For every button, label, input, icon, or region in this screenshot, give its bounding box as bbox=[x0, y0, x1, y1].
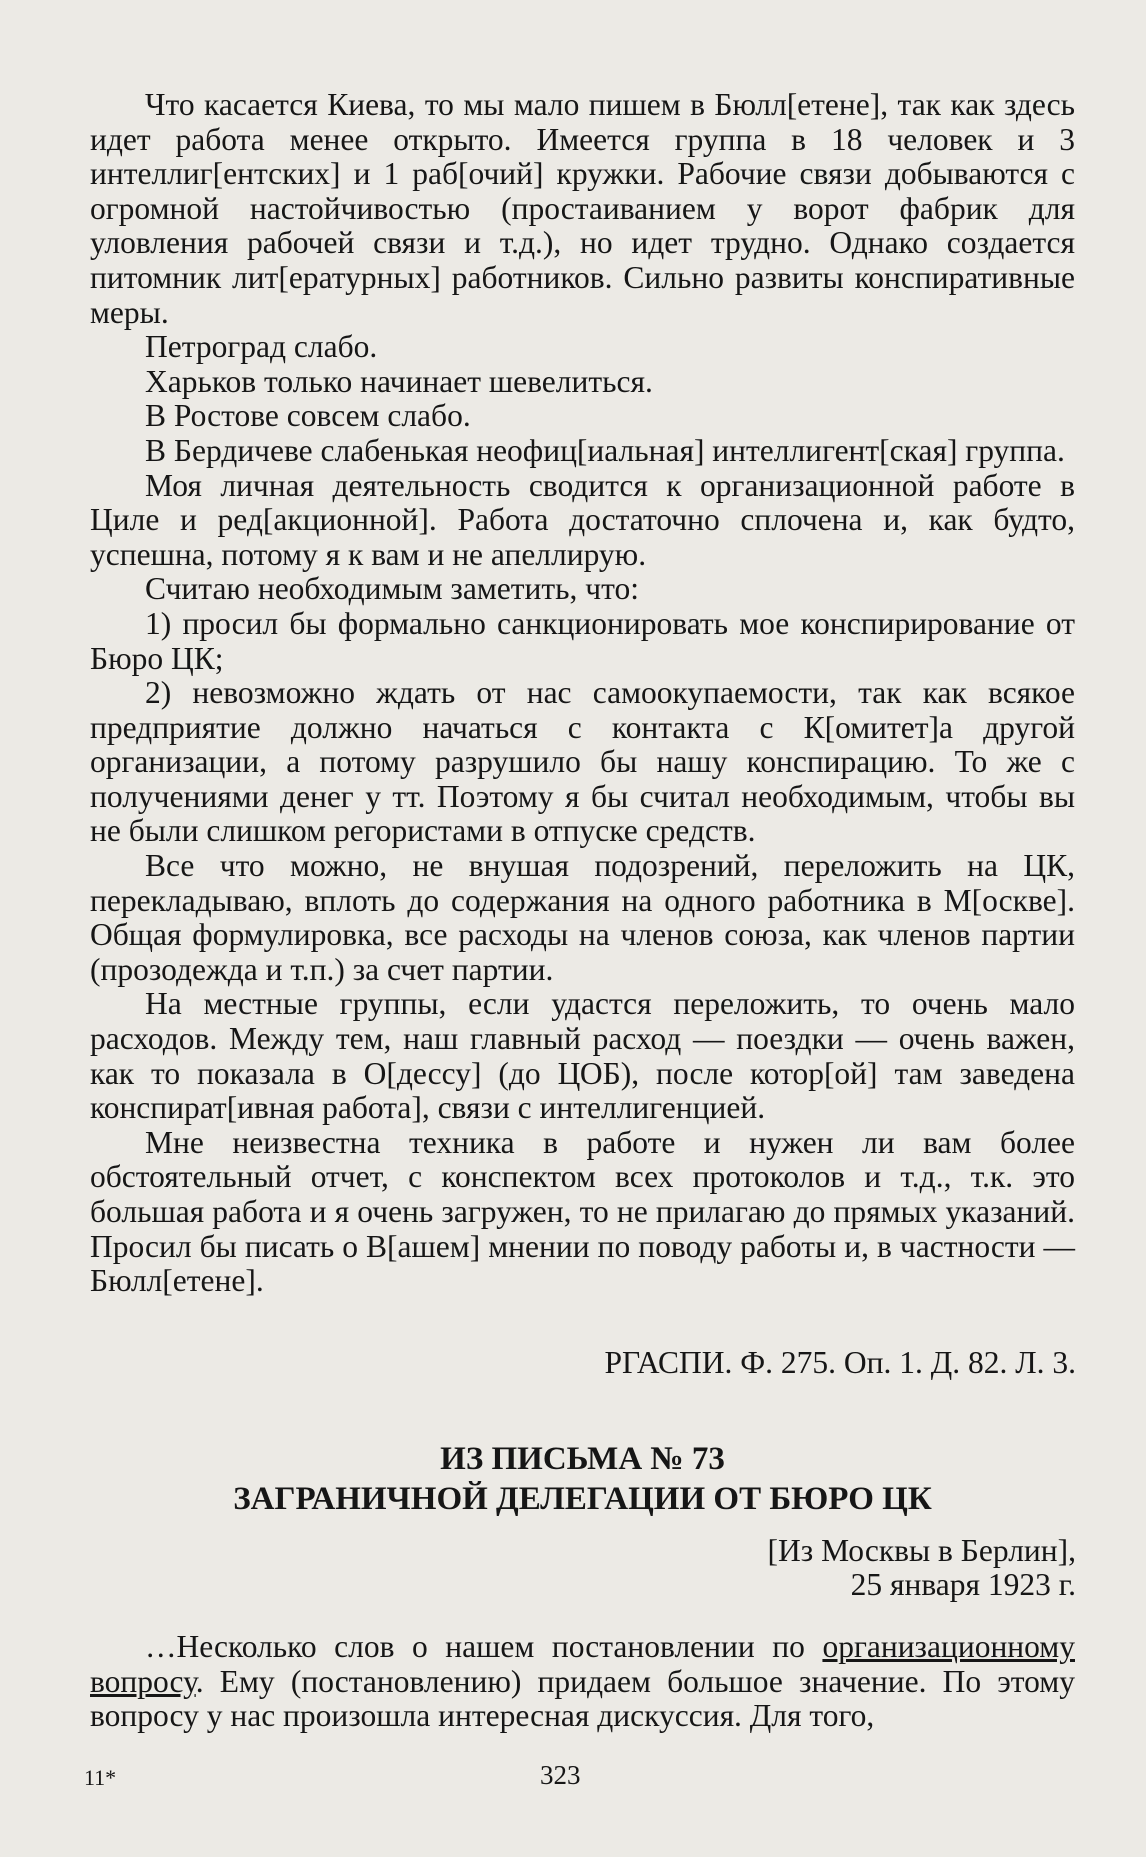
paragraph-item-2: 2) невозможно ждать от нас самоокупаемости, так как всякое предприятие должно начаться с контакта с К[омитет]а другой организации, а потому разрушило бы нашу конспирацию. То же с получениями денег у тт. Поэтому я бы считал необходимым, чтобы вы не были слишком регористами в отпуске средств. bbox=[90, 675, 1075, 849]
underlined-phrase: организационному вопросу bbox=[90, 1629, 1075, 1699]
letter-text bbox=[90, 1630, 1075, 1734]
heading-line-2: ЗАГРАНИЧНОЙ ДЕЛЕГАЦИИ ОТ БЮРО ЦК bbox=[233, 1481, 932, 1517]
paragraph-personal-activity: Моя личная деятельность сводится к организационной работе в Циле и ред[акционной]. Работа достаточно сплочена и, как будто, успешна, потому я к вам и не апеллирую. bbox=[90, 467, 1075, 572]
paragraph-item-1: 1) просил бы формально санкционировать мое конспирирование от Бюро ЦК; bbox=[90, 605, 1075, 676]
archive-reference: РГАСПИ. Ф. 275. Оп. 1. Д. 82. Л. 3. bbox=[604, 1345, 1076, 1380]
paragraph-petrograd: Петроград слабо. bbox=[145, 329, 378, 365]
letter-date: 25 января 1923 г. bbox=[850, 1567, 1076, 1602]
heading-line-1: ИЗ ПИСЬМА № 73 bbox=[440, 1441, 725, 1477]
letter-lead: …Несколько слов о нашем постановлении по bbox=[145, 1629, 823, 1664]
place-route: [Из Москвы в Берлин], bbox=[767, 1533, 1076, 1568]
paragraph-report: Мне неизвестна техника в работе и нужен ли вам более обстоятельный отчет, с конспектом всех протоколов и т.д., т.к. это большая работа и я очень загружен, то не прилагаю до прямых указаний. Просил бы писать о В[ашем] мнении по поводу работы и, в частности — Бюлл[етене]. bbox=[90, 1124, 1075, 1299]
paragraph-rostov: В Ростове совсем слабо. bbox=[145, 398, 471, 434]
paragraph-berdichev: В Бердичеве слабенькая неофиц[иальная] интеллигент[ская] группа. bbox=[145, 432, 1065, 468]
letter-rest: . Ему (постановлению) придаем большое значение. По этому вопросу у нас произошла интересная дискуссия. Для того, bbox=[90, 1663, 1075, 1734]
paragraph-local-groups: На местные группы, если удастся переложить, то очень мало расходов. Между тем, наш главный расход — поездки — очень важен, как то показала в О[дессу] (до ЦОБ), после котор[ой] там заведена конспират[ивная работа], связи с интеллигенцией. bbox=[90, 986, 1075, 1126]
place-date-block bbox=[768, 1534, 1076, 1602]
document-heading bbox=[90, 1439, 1075, 1519]
letter-paragraph bbox=[90, 1630, 1075, 1734]
paragraph-note-intro: Считаю необходимым заметить, что: bbox=[145, 571, 639, 607]
body-text bbox=[90, 88, 1075, 1299]
paragraph-expenses: Все что можно, не внушая подозрений, переложить на ЦК, перекладываю, вплоть до содержания на одного работника в М[оскве]. Общая формулировка, все расходы на членов союза, как членов партии (прозодежда и т.п.) за счет партии. bbox=[90, 848, 1075, 987]
paragraph-kharkov: Харьков только начинает шевелиться. bbox=[145, 363, 653, 399]
signature-mark: 11* bbox=[84, 1765, 117, 1790]
paragraph-kiev: Что касается Киева, то мы мало пишем в Бюлл[етене], так как здесь идет работа менее открыто. Имеется группа в 18 человек и 3 интеллиг[ентских] и 1 раб[очий] кружки. Рабочие связи добываются с огромной настойчивостью (простаиванием у ворот фабрик для уловления рабочей связи и т.д.), но идет трудно. Однако создается питомник лит[ературных] работников. Сильно развиты конспиративные меры. bbox=[90, 87, 1075, 330]
page-number: 323 bbox=[540, 1760, 581, 1790]
